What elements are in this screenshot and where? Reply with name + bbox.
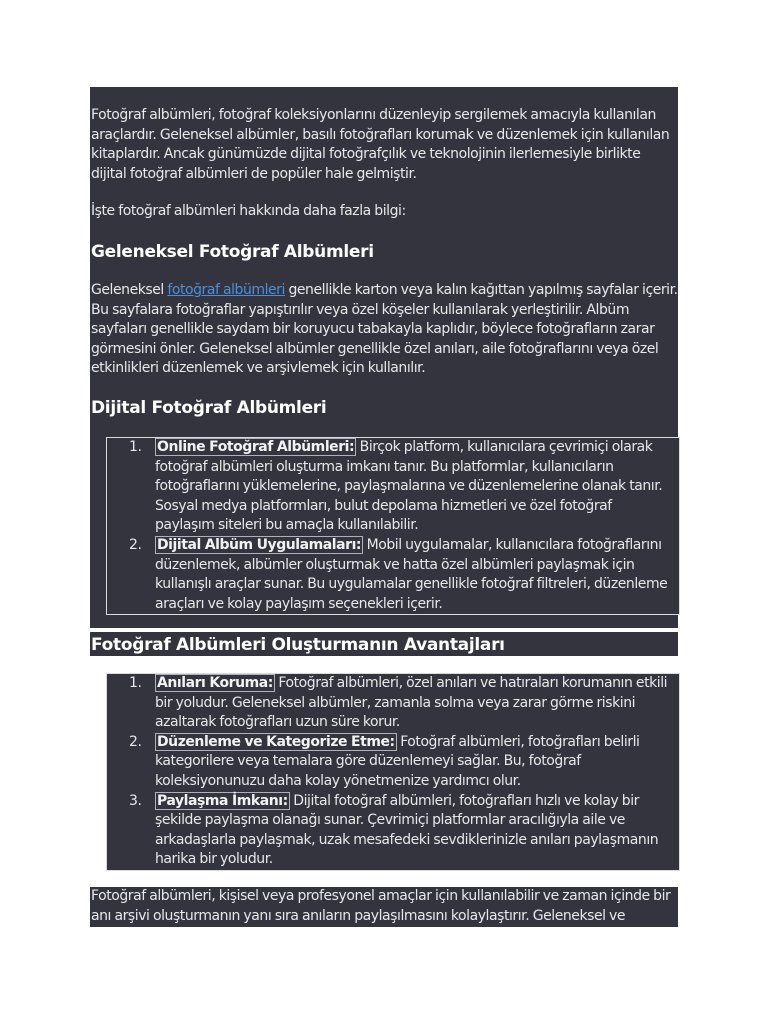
traditional-paragraph xyxy=(91,281,679,379)
conclusion-block xyxy=(90,887,678,927)
section-heading-traditional: Geleneksel Fotoğraf Albümleri xyxy=(91,242,374,262)
photo-albums-link[interactable]: fotoğraf albümleri xyxy=(167,282,285,298)
conclusion-paragraph: Fotoğraf albümleri, kişisel veya profesyonel amaçlar için kullanılabilir ve zaman içinde bir anı arşivi oluşturmanın yanı sıra anıların paylaşılmasını kolaylaştırır. Geleneksel ve xyxy=(91,888,671,924)
traditional-text-after: genellikle karton veya kalın kağıttan yapılmış sayfalar içerir. Bu sayfalara fotoğraflar yapıştırılır veya özel köşeler kullanılarak yerleştirilir. Albüm sayfaları genellikle saydam bir koruyucu tabakayla kaplıdır, böylece fotoğrafların zarar görmesini önler. Geleneksel albümler genellikle özel anıları, aile fotoğraflarını veya özel etkinlikleri düzenlemek ve arşivlemek için kullanılır. xyxy=(91,282,678,377)
list-item-text: Mobil uygulamalar, kullanıcılara fotoğraflarını düzenlemek, albümler oluşturmak ve hatta özel albümleri paylaşmak için kullanışlı araçlar sunar. Bu uygulamalar genellikle fotoğraf filtreleri, düzenleme araçları ve kolay paylaşım seçenekleri içerir. xyxy=(155,536,668,612)
list-item-term: Dijital Albüm Uygulamaları: xyxy=(157,536,362,553)
more-info-line: İşte fotoğraf albümleri hakkında daha fazla bilgi: xyxy=(91,203,406,219)
list-item xyxy=(129,733,673,792)
list-item-number: 1. xyxy=(129,675,142,691)
digital-albums-list xyxy=(106,437,680,615)
intro-paragraph: Fotoğraf albümleri, fotoğraf koleksiyonlarını düzenleyip sergilemek amacıyla kullanılan araçlardır. Geleneksel albümler, basılı fotoğrafları korumak ve düzenlemek için kullanılan kitaplardır. Ancak günümüzde dijital fotoğrafçılık ve teknolojinin ilerlemesiyle birlikte dijital fotoğraf albümleri de popüler hale gelmiştir. xyxy=(91,107,670,182)
list-item-number: 1. xyxy=(129,439,142,455)
list-item-text: Fotoğraf albümleri, fotoğrafları belirli kategorilere veya temalara göre düzenlemeyi sağlar. Bu, fotoğraf koleksiyonunuzu daha kolay yönetmenize yardımcı olur. xyxy=(155,733,640,789)
list-item-text: Birçok platform, kullanıcılara çevrimiçi olarak fotoğraf albümleri oluşturma imkanı tanır. Bu platformlar, kullanıcıların fotoğraflarını yüklemelerine, paylaşmalarına ve düzenlemelerine olanak tanır. Sosyal medya platformları, bulut depolama hizmetleri ve özel fotoğraf paylaşım siteleri bu amaçla kullanılabilir. xyxy=(155,439,663,534)
list-item-number: 2. xyxy=(129,536,142,553)
list-item-number: 3. xyxy=(129,792,142,809)
list-item-term: Düzenleme ve Kategorize Etme: xyxy=(157,733,395,750)
list-item-term: Anıları Koruma: xyxy=(157,675,273,691)
list-item xyxy=(129,674,673,733)
list-item xyxy=(129,792,673,870)
advantages-heading-bar xyxy=(90,632,678,656)
list-item xyxy=(129,536,673,614)
list-item xyxy=(129,438,673,536)
section-heading-digital: Dijital Fotoğraf Albümleri xyxy=(91,398,327,418)
section-heading-advantages: Fotoğraf Albümleri Oluşturmanın Avantajları xyxy=(91,635,505,655)
traditional-text-before: Geleneksel xyxy=(91,282,168,298)
list-item-term: Paylaşma İmkanı: xyxy=(157,792,288,809)
advantages-list xyxy=(106,673,680,871)
list-item-text: Dijital fotoğraf albümleri, fotoğrafları hızlı ve kolay bir şekilde paylaşma olanağı sunar. Çevrimiçi platformlar aracılığıyla aile ve arkadaşlarla paylaşmak, uzak mesafedeki sevdiklerinizle anıları paylaşmanın harika bir yoludur. xyxy=(155,792,659,868)
list-item-number: 2. xyxy=(129,733,142,750)
list-item-term: Online Fotoğraf Albümleri: xyxy=(157,439,355,455)
list-item-text: Fotoğraf albümleri, özel anıları ve hatıraları korumanın etkili bir yoludur. Geleneksel albümler, zamanla solma veya zarar görme riskini azaltarak fotoğrafları uzun süre korur. xyxy=(155,675,668,731)
